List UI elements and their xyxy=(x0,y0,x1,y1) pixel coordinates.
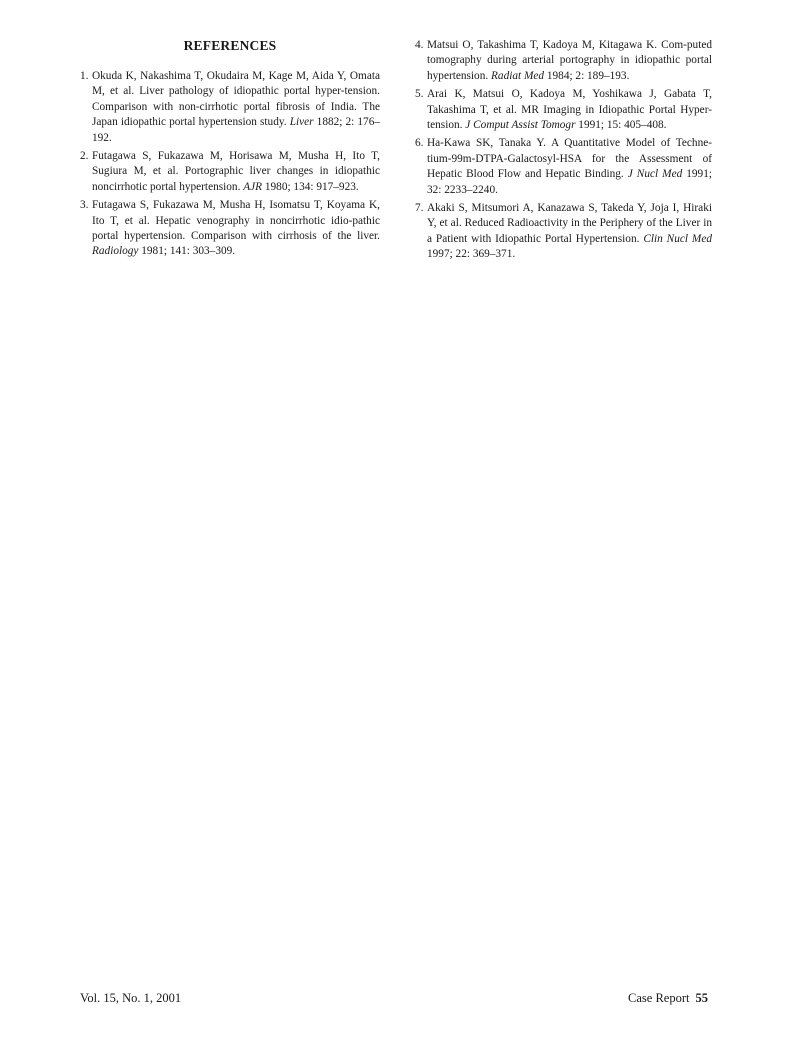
reference-item xyxy=(415,38,712,84)
reference-tail: 1882; 2: 176–192. xyxy=(92,116,380,144)
reference-item xyxy=(80,149,380,195)
reference-item xyxy=(415,201,712,263)
reference-tail: 1991; 15: 405–408. xyxy=(575,119,667,132)
reference-item xyxy=(80,198,380,260)
reference-number: 3. xyxy=(80,199,89,212)
reference-text: Okuda K, Nakashima T, Okudaira M, Kage M, Aida Y, Omata M, et al. Liver pathology of idiopathic portal hyper-tension. Comparison with non-cirrhotic portal fibrosis of India. The Japan idiopathic portal hypertension study. xyxy=(92,70,380,129)
footer-volume: Vol. 15, No. 1, 2001 xyxy=(80,991,182,1005)
reference-tail: 1980; 134: 917–923. xyxy=(262,180,359,193)
reference-number: 1. xyxy=(80,70,89,82)
references-column-right xyxy=(415,38,712,266)
reference-item xyxy=(415,136,712,198)
footer-page-info xyxy=(628,991,708,1006)
reference-journal: J Nucl Med xyxy=(627,168,683,181)
reference-number: 2. xyxy=(80,150,89,163)
reference-text: Futagawa S, Fukazawa M, Musha H, Isomatsu T, Koyama K, Ito T, et al. Hepatic venography in noncirrhotic idio-pathic portal hypertension. Comparison with cirrhosis of the liver. xyxy=(92,199,380,243)
reference-tail: 1997; 22: 369–371. xyxy=(427,248,516,261)
reference-journal: Radiology xyxy=(92,245,139,258)
reference-tail: 1991; 32: 2233–2240. xyxy=(427,168,712,196)
reference-item xyxy=(80,69,380,146)
reference-text: Futagawa S, Fukazawa M, Horisawa M, Musha H, Ito T, Sugiura M, et al. Portographic liver changes in idiopathic noncirrhotic portal hypertension. xyxy=(92,150,380,193)
reference-journal: Radiat Med xyxy=(491,69,545,82)
reference-text: Akaki S, Mitsumori A, Kanazawa S, Takeda Y, Joja I, Hiraki Y, et al. Reduced Radioactivity in the Periphery of the Liver in a Patient with Idiopathic Portal Hypertension. xyxy=(427,202,712,245)
footer-section: Case Report xyxy=(628,991,690,1005)
reference-number: 7. xyxy=(415,202,424,215)
reference-number: 4. xyxy=(415,39,424,51)
reference-number: 5. xyxy=(415,88,424,101)
reference-journal: AJR xyxy=(243,180,263,193)
reference-item xyxy=(415,87,712,133)
reference-text: Matsui O, Takashima T, Kadoya M, Kitagawa K. Com-puted tomography during arterial portography in idiopathic portal hypertension. xyxy=(427,39,712,82)
reference-text: Arai K, Matsui O, Kadoya M, Yoshikawa J, Gabata T, Takashima T, et al. MR Imaging in Idiopathic Portal Hyper-tension. xyxy=(427,88,712,132)
reference-tail: 1984; 2: 189–193. xyxy=(544,69,630,82)
references-heading: REFERENCES xyxy=(183,38,277,53)
page-number: 55 xyxy=(695,991,708,1005)
reference-journal: J Comput Assist Tomogr xyxy=(465,119,576,132)
reference-journal: Clin Nucl Med xyxy=(643,232,712,245)
reference-journal: Liver xyxy=(289,116,314,129)
reference-tail: 1981; 141: 303–309. xyxy=(138,245,236,258)
reference-text: Ha-Kawa SK, Tanaka Y. A Quantitative Model of Techne-tium-99m-DTPA-Galactosyl-HSA for the Assessment of Hepatic Blood Flow and Hepatic Binding. xyxy=(427,137,712,181)
references-column-left xyxy=(80,38,380,263)
reference-number: 6. xyxy=(415,137,424,150)
